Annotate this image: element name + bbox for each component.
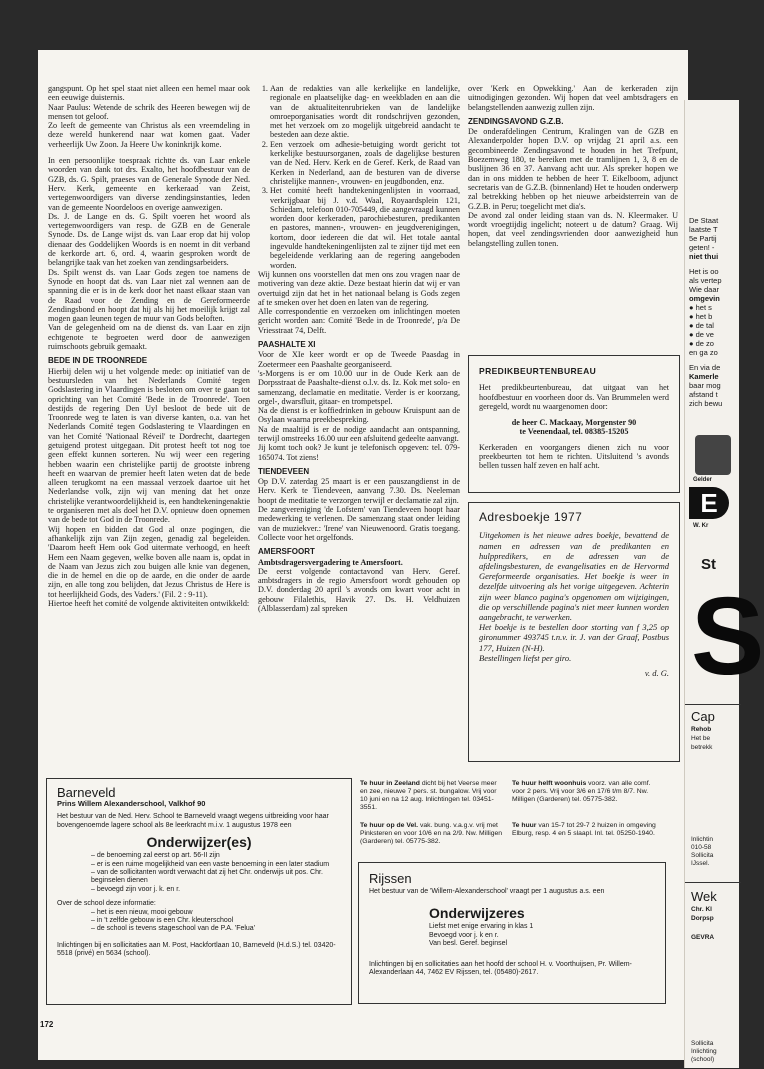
strip-line: Het is oo bbox=[689, 267, 719, 276]
ad-line: Bevoegd voor j. k en r. bbox=[429, 931, 499, 939]
list-item: 2. Een verzoek om adhesie-betuiging wordt gericht tot kerkelijke bestuursorganen, zoals de dagelijkse besturen van de Ned. Herv. Kerk en de Geref. Kerk, de Raad van Kerken in Nederland, aan de besturen van de diverse christelijke mannen-, vrouwen- en jeugdbonden, enz. bbox=[270, 140, 460, 186]
list-item: 3. Het comité heeft handtekeningenlijsten in voorraad, verkrijgbaar bij J. v.d. Waal, Royaardsplein 121, Schiedam, telefoon 010-705449, die aangevraagd kunnen worden door kerkeraden, parochiebesturen, predikanten en pastores, mannen-, vrouwen- en jeugdverenigingen, kortom, door iedereen die dat wil. Het totale aantal ingevulde handtekeningenlijsten zal te zijner tijd met een begeleidende verklaring aan de regering aangeboden worden. bbox=[270, 186, 460, 270]
strip-line: Inlichtin bbox=[691, 836, 714, 843]
paragraph: Alle correspondentie en verzoeken om inlichtingen moeten gericht worden aan: Comité 'Bede in de Troonrede', p/a De Vriesstraat 74, Delft. bbox=[258, 307, 460, 335]
paragraph: Ds. J. de Lange en ds. G. Spilt voeren het woord als vertegenwoordigers van resp. de GZB en de Generale Synode. Ds. de Lange wijst ds. van Laar erop dat hij volop dienaar des Goddelijken Woords is en noemt in dit verband de kerkorde art. 6, ord. 4, waarin gesproken wordt de belangrijke taak van het zoeken van zendingsarbeiders. bbox=[48, 211, 250, 268]
list-item: 1. Aan de redakties van alle kerkelijke en landelijke, regionale en plaatselijke dag- en weekbladen en aan die van de aktualiteitenrubrieken van de landelijke omroeporganisaties wordt dit rondschrijven gezonden, met het verzoek om zo mogelijk uitgebreid aandacht te besteden aan deze aktie. bbox=[270, 84, 460, 140]
column-3 bbox=[468, 84, 678, 248]
strip-line: ● de ve bbox=[689, 330, 714, 339]
paragraph: Ds. Spilt wenst ds. van Laar Gods zegen toe namens de Synode en hoopt dat ds. van Laar niet zal wennen aan de spanning die er is in de kerk door het naast elkaar staan van de Raad voor de Zending en de Gereformeerde Zendingsbond en hoopt dat hij als hij het moeilijk krijgt zal mogen gaan leunen tegen de muur van Gods beloften. bbox=[48, 267, 250, 324]
strip-line: IJssel. bbox=[691, 860, 710, 867]
paragraph: Op D.V. zaterdag 25 maart is er een pauszangdienst in de Herv. Kerk te Tiendeveen, aanvang 7.30. Ds. Neeleman hoopt de meditatie te verzorgen terwijl er declamatie zal zijn. bbox=[258, 477, 460, 505]
predikbeurten-box bbox=[468, 355, 680, 493]
ad-text: dicht bij het Veerse meer en zee, nieuwe 7 pers. st. bungalow. Vrij voor 10 juni en na 12 aug. Inlichtingen tel. 03451-3551. bbox=[360, 780, 497, 811]
ad-headline: Onderwijzeres bbox=[429, 905, 525, 922]
paragraph: Wij hopen en bidden dat God al onze pogingen, die afhankelijk zijn van Zijn zegen, genadig zal begeleiden. 'Daarom heeft Hem ook God uitermate verhoogd, en heeft Hem een Naam gegeven, welke boven alle naam is, opdat in de Naam van Jezus zich zou buigen alle knie van degenen, die in de hemel en die op de aarde, en die onder de aarde zijn, en alle tong zou belijden, dat Jezus Christus de Here is tot heerlijkheid Gods, des Vaders.' (Fil. 2 : 9-11). bbox=[48, 524, 250, 599]
signature: v. d. G. bbox=[644, 667, 669, 678]
contact-address: te Veenendaal, tel. 08385-15205 bbox=[519, 427, 629, 437]
strip-line: baar mog bbox=[689, 381, 721, 390]
paragraph: In een persoonlijke toespraak richtte ds. van Laar enkele woorden van dank tot drs. Exalto, het hoofdbestuur van de GZB, ds. G. Spilt, praeses van de Generale Synode der Ned. Herv. Kerk, gemeente en kerkeraad van Zeist, vertegenwoordigers van diverse zendingsinstanties, leden van de gemeente Noordeloos en overige aanwezigen. bbox=[48, 156, 250, 212]
strip-line: niet thui bbox=[689, 252, 719, 261]
paragraph: Bestellingen liefst per giro. bbox=[479, 652, 572, 663]
column-2 bbox=[258, 84, 460, 613]
paragraph: De zangvereniging 'de Lofstem' van Tiendeveen hoopt haar medewerking te verlenen. De samenzang staat onder leiding van de muziekver.: 'Irene' van Nieuwenoord. Gratis toegang. Collecte voor het orgelfonds. bbox=[258, 505, 460, 542]
paragraph: Van de gelegenheid om na de dienst ds. van Laar en zijn echtgenote te begroeten werd door de aanwezigen ruimschoots gebruik gemaakt. bbox=[48, 323, 250, 352]
paragraph: Wij kunnen ons voorstellen dat men ons zou vragen naar de motivering van deze aktie. Deze bestaat hierin dat wij er van overtuigd zijn dat het in het nationaal belang is Gods zegen af te smeken over het doen en laten van de regering. bbox=[258, 269, 460, 307]
section-heading: ZENDINGSAVOND G.Z.B. bbox=[468, 116, 564, 126]
strip-line: ● de tal bbox=[689, 321, 714, 330]
ad-text: voorz. van alle comf. voor 2 pers. Vrij voor 3/6 en 17/6 t/m 8/7. Nw. Milligen (Garderen) tel. 05775-382. bbox=[512, 780, 651, 803]
section-heading: TIENDEVEEN bbox=[258, 466, 310, 476]
strip-line: en ga zo bbox=[689, 348, 718, 357]
rental-ad-elburg bbox=[512, 822, 662, 838]
strip-line: ● het b bbox=[689, 312, 713, 321]
strip-wek-head: Wek bbox=[691, 889, 717, 904]
section-heading: AMERSFOORT bbox=[258, 547, 315, 557]
logo-sub: W. Kr bbox=[693, 523, 709, 529]
strip-line: zich bewu bbox=[689, 399, 723, 408]
ad-bold: Te huur bbox=[512, 822, 537, 829]
paragraph: Zo leeft de gemeente van Christus als een vreemdeling in deze wereld hunkerend naar wat komen gaat. Vader verheerlijk Uw Zoon. Ja Heere Uw koninkrijk kome. bbox=[48, 121, 250, 149]
box-title: PREDIKBEURTENBUREAU bbox=[479, 366, 597, 376]
paragraph: Het predikbeurtenbureau, dat uitgaat van het hoofdbestuur en voorheen door ds. Van Brummelen werd geregeld, wordt nu waargenomen door: bbox=[479, 383, 669, 411]
subheading: Ambtsdragersvergadering te Amersfoort. bbox=[258, 557, 403, 567]
strip-big-text: St bbox=[701, 556, 716, 573]
strip-line: Het be bbox=[691, 735, 711, 742]
strip-line: En via de bbox=[689, 363, 721, 372]
ad-info-item: – het is een nieuw, mooi gebouw bbox=[91, 909, 341, 917]
rental-ad-woonhuis bbox=[512, 780, 662, 804]
strip-line: 010-58 bbox=[691, 844, 712, 851]
paragraph: gangspunt. Op het spel staat niet alleen een hemel maar ook een eeuwige duisternis. bbox=[48, 84, 250, 103]
box-title: Adresboekje 1977 bbox=[479, 510, 583, 524]
ad-info-heading: Over de school deze informatie: bbox=[57, 900, 156, 908]
strip-line: Inlichting bbox=[691, 1048, 717, 1055]
strip-line: ● het s bbox=[689, 303, 712, 312]
contact-name: de heer C. Mackaay, Morgenster 90 bbox=[511, 418, 637, 428]
paragraph: De avond zal onder leiding staan van ds. N. Kleermaker. U wordt vroegtijdig ingelicht; noteert u de datum? Graag. Wij hopen, dat veel zendingsvrienden door aanwezigheid hun belangstelling zullen tonen. bbox=[468, 210, 678, 248]
ad-town: Rijssen bbox=[369, 871, 412, 886]
ad-info-item: – de school is tevens stageschool van de P.A. 'Felua' bbox=[91, 925, 341, 933]
strip-line: afstand t bbox=[689, 390, 718, 399]
strip-line: GEVRA bbox=[691, 934, 715, 941]
ad-requirement: – de benoeming zal eerst op art. 56-II zijn bbox=[91, 852, 341, 860]
strip-line: ● de zo bbox=[689, 339, 714, 348]
section-heading: BEDE IN DE TROONREDE bbox=[48, 356, 148, 366]
paragraph: Uitgekomen is het nieuwe adres boekje, bevattend de namen en adressen van de predikanten en hulppredikers, en de adressen van de afdelingsbesturen, de evangelisaties en de Hervormd Gereformeerde organisaties. Het boekje is weer in dezelfde uitvoering als het vorige uitgegeven. Achterin zijn weer blanco pagina's opgenomen om wijzigingen, die op verschillende pagina's niet meer kunnen worden aangebracht, te verwerken. bbox=[479, 530, 669, 622]
barneveld-ad bbox=[46, 778, 352, 1005]
ad-line: Van besl. Geref. beginsel bbox=[429, 940, 508, 948]
ad-footer: Inlichtingen bij en sollicitaties aan het hoofd der school H. v. Voorthuijsen, Pr. Willem-Alexanderlaan 44, 7462 EV Rijssen, tel. (05480)-2617. bbox=[369, 960, 632, 977]
adjacent-page-strip bbox=[684, 100, 764, 1068]
rental-ad-zeeland bbox=[360, 780, 504, 812]
strip-line: betrekk bbox=[691, 744, 713, 751]
logo-text: Gelder bbox=[693, 477, 713, 483]
paragraph: De eerst volgende contactavond van Herv. Geref. ambtsdragers in de regio Amersfoort wordt gehouden op D.V. donderdag 20 april 's avonds om kwart voor acht in gebouw Filalethis, Havik 27. Ds. H. Veldhuizen (Alblasserdam) zal spreken bbox=[258, 566, 460, 614]
paragraph: Naar Paulus: Wetende de schrik des Heeren bewegen wij de mensen tot geloof. bbox=[48, 102, 250, 121]
strip-line: laatste T bbox=[689, 225, 718, 234]
ad-headline: Onderwijzer(es) bbox=[146, 834, 252, 851]
ad-intro: Het bestuur van de 'Willem-Alexanderschool' vraagt per 1 augustus a.s. een bbox=[369, 888, 605, 895]
strip-line: omgevin bbox=[689, 294, 720, 303]
strip-cap-box bbox=[685, 704, 741, 881]
ad-requirement: – bevoegd zijn voor j. k. en r. bbox=[91, 886, 341, 894]
paragraph: De onderafdelingen Centrum, Kralingen van de GZB en Alexanderpolder hopen D.V. op vrijdag 21 april a.s. een gecombineerde Zendingsavond te houden in het Trefpunt, Boezemweg 180, te bereiken met de tramlijnen 1, 3, 8 en de buslijnen 36 en 37. Aanvang acht uur. Als spreker hopen we dan in ons midden te hebben de heer T. Eikelboom, adjunct secretaris van de G.Z.B. (binnenland) Het te houden onderwerp zal betrekking hebben op het nieuwe arbeidsterrein van de G.Z.B. in Peru; toegelicht met dia's. bbox=[468, 127, 678, 211]
rijssen-ad bbox=[358, 862, 666, 1004]
ad-text: vak. bung. v.a.g.v. vrij met Pinksteren en voor 10/6 en na 2/9. Nw. Milligen (Garderen) tel. 05775-382. bbox=[360, 822, 503, 845]
strip-line: De Staat bbox=[689, 216, 719, 225]
ad-school: Prins Willem Alexanderschool, Valkhof 90 bbox=[57, 799, 206, 808]
strip-line: Sollicita bbox=[691, 852, 714, 859]
strip-huge-letter: S bbox=[691, 575, 764, 698]
ad-text: van 15-7 tot 29-7 2 huizen in omgeving Elburg, resp. 4 en 5 slaapl. Inl. tel. 05250-1940. bbox=[512, 822, 656, 837]
strip-line: Dorpsp bbox=[691, 915, 714, 922]
paragraph: Na de maaltijd is er de nodige aandacht aan ontspanning, terwijl omstreeks 16.00 uur een afsluitend gedeelte aanvangt. bbox=[258, 424, 460, 443]
column-1 bbox=[48, 84, 250, 608]
ad-bold: Te huur helft woonhuis bbox=[512, 780, 587, 787]
ad-intro: Het bestuur van de Ned. Herv. School te Barneveld vraagt wegens uitbreiding voor haar bovengenoemde lagere school als 8e leerkracht m.i.v. 1 augustus 1978 een bbox=[57, 813, 329, 829]
paragraph: Het boekje is te bestellen door storting van f 3,25 op gironummer 493745 t.n.v. ir. J. van der Graaf, Postbus 177, Huizen (N-H). bbox=[479, 622, 669, 653]
paragraph: 's-Morgens is er om 10.00 uur in de Oude Kerk aan de Dorpsstraat de Paashalte-dienst o.l.v. ds. Iz. Kok met solo- en samenzang, declamatie en meditatie. Verder is er koorzang, orgel-, dwarsfluit, gitaar- en trompetspel. bbox=[258, 368, 460, 406]
paragraph: Jij komt toch ook? Je kunt je telefonisch opgeven: tel. 079-165074. Tot ziens! bbox=[258, 443, 460, 462]
logo-letter: E bbox=[689, 487, 729, 519]
strip-line: Sollicita bbox=[691, 1040, 714, 1047]
logo-image bbox=[695, 435, 731, 475]
ad-requirement: – van de sollicitanten wordt verwacht dat zij het Chr. onderwijs uit pos. Chr. beginselen dienen bbox=[91, 869, 341, 886]
ad-bold: Te huur op de Vel. bbox=[360, 822, 419, 829]
strip-wek-box bbox=[685, 882, 741, 1069]
ad-line: Liefst met enige ervaring in klas 1 bbox=[429, 923, 534, 931]
strip-cap-head: Cap bbox=[691, 709, 715, 724]
paragraph: Kerkeraden en voorgangers dienen zich nu voor preekbeurten tot hem te richten. Uitsluitend 's avonds bellen tussen half zeven en half acht. bbox=[479, 442, 669, 471]
ad-info-item: – in 't zelfde gebouw is een Chr. kleuterschool bbox=[91, 917, 341, 925]
strip-line: Chr. Kl bbox=[691, 906, 712, 913]
ad-town: Barneveld bbox=[57, 785, 116, 800]
paragraph: Voor de XIe keer wordt er op de Tweede Paasdag in Zoetermeer een Paashalte georganiseerd. bbox=[258, 350, 460, 369]
strip-line: Kamerle bbox=[689, 372, 719, 381]
ad-bold: Te huur in Zeeland bbox=[360, 780, 420, 787]
strip-cap-sub: Rehob bbox=[691, 726, 712, 733]
activity-list bbox=[258, 84, 460, 270]
ad-footer: Inlichtingen bij en sollicitaties aan M. Post, Hackfortlaan 10, Barneveld (H.d.S.) tel. 03420-5518 (privé) en 5634 (school). bbox=[57, 941, 336, 958]
paragraph: Hiertoe heeft het comité de volgende aktiviteiten ontwikkeld: bbox=[48, 599, 250, 609]
section-heading: PAASHALTE XI bbox=[258, 340, 316, 350]
page-number: 172 bbox=[40, 1020, 54, 1029]
ad-requirement: – er is een ruime mogelijkheid van een vaste benoeming in een later stadium bbox=[91, 861, 341, 869]
adresboekje-box bbox=[468, 502, 680, 762]
strip-text-block bbox=[689, 216, 722, 408]
strip-line: Wie daar bbox=[689, 285, 720, 294]
paragraph: over 'Kerk en Opwekking.' Aan de kerkeraden zijn uitnodigingen gezonden. Wij hopen dat veel ambtsdragers en belangstellenden aanwezig zullen zijn. bbox=[468, 84, 678, 112]
strip-line: 5e Partij bbox=[689, 234, 717, 243]
strip-line: als vertep bbox=[689, 276, 722, 285]
gelder-logo bbox=[689, 435, 737, 543]
paragraph: Hierbij delen wij u het volgende mede: op initiatief van de bestuursleden van het Nederlands Comité tegen Godslastering in Vlaardingen is besloten om over te gaan tot oprichting van het Comité 'Bede in de Troonrede'. Toen destijds de regering Den Uyl besloot de bede uit de Troonrede weg te laten is van diverse kanten, o.a. van het Nederlands Comité tegen Godslastering te Vlaardingen en van het Comité 'Nationaal Réveil' te Dordrecht, daartegen getuigend protest uitgegaan. Dit protest heeft tot nog toe geen effekt kunnen sorteren. Nu wij weer een regering hebben waarin een christelijke partij de grootste inbreng heeft en waarvan de premier heeft laten weten dat de bede alleen terugkomt na een massaal verzoek daartoe uit het Nederlandse volk, zijn wij van mening dat het onze christelijke verantwoordelijkheid is, een handtekeningenaktie te organiseren met als doel het D.V. opnieuw doen opnemen van de bede tot God in de Troonrede. bbox=[48, 366, 250, 525]
strip-line: geten! - bbox=[689, 243, 715, 252]
strip-line: (school) bbox=[691, 1056, 715, 1063]
paragraph: Na de dienst is er koffiedrinken in gebouw Kruispunt aan de Osylaan waarna preekbespreking. bbox=[258, 406, 460, 425]
rental-ad-veluwe bbox=[360, 822, 504, 846]
